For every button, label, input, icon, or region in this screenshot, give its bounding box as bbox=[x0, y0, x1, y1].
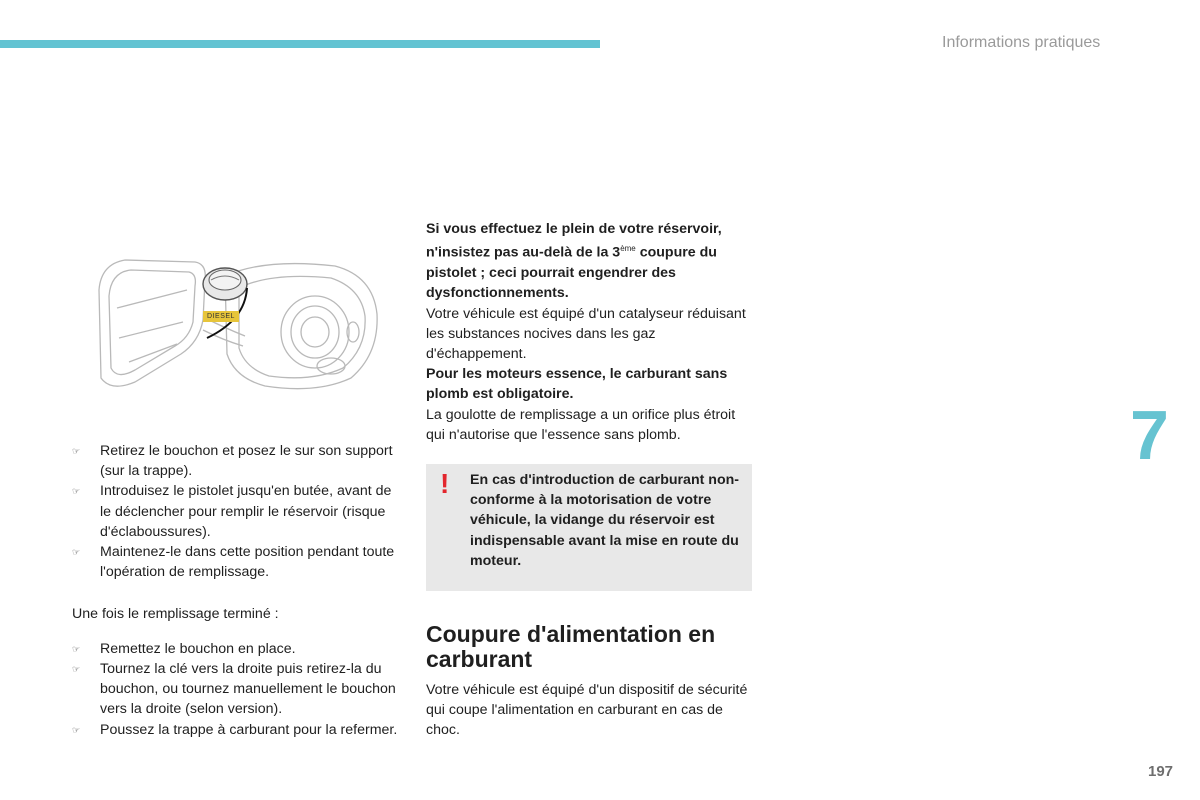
fuel-cutoff-heading: Coupure d'alimentation en carburant bbox=[426, 621, 716, 672]
list-item-text: Remettez le bouchon en place. bbox=[100, 640, 296, 657]
pointing-hand-icon: ☞ bbox=[72, 664, 81, 675]
header-accent-bar bbox=[0, 40, 600, 48]
overfill-warning-text bbox=[426, 219, 756, 304]
bullet-list-refuel bbox=[72, 441, 402, 582]
list-item-text: Retirez le bouchon et posez le sur son support (sur la trappe). bbox=[100, 443, 393, 480]
overfill-warning-part-1: Si vous effectuez le plein de votre réservoir, n'insistez pas au-delà de la 3 bbox=[426, 221, 722, 261]
pointing-hand-icon: ☞ bbox=[72, 486, 81, 497]
misfuel-warning-text: En cas d'introduction de carburant non-conforme à la motorisation de votre véhicule, la vidange du réservoir est indispensable avant la mise en route du moteur. bbox=[470, 472, 740, 569]
misfuel-warning-box bbox=[426, 464, 752, 591]
fuel-notes bbox=[426, 219, 756, 445]
list-item bbox=[72, 639, 402, 659]
list-item bbox=[72, 441, 402, 481]
fuel-cutoff-section bbox=[426, 680, 756, 741]
after-refuel-intro: Une fois le remplissage terminé : bbox=[72, 606, 279, 623]
fuel-cutoff-text: Votre véhicule est équipé d'un dispositif de sécurité qui coupe l'alimentation en carburant en cas de choc. bbox=[426, 682, 748, 739]
list-item bbox=[72, 720, 402, 740]
refuel-instructions bbox=[72, 441, 402, 740]
list-item-text: Poussez la trappe à carburant pour la refermer. bbox=[100, 721, 398, 738]
chapter-number: 7 bbox=[1130, 396, 1169, 474]
pointing-hand-icon: ☞ bbox=[72, 643, 81, 654]
bullet-list-finish bbox=[72, 639, 402, 740]
diesel-label-tag: DIESEL bbox=[203, 311, 239, 322]
list-item bbox=[72, 481, 402, 542]
filler-neck-text: La goulotte de remplissage a un orifice plus étroit qui n'autorise que l'essence sans plomb. bbox=[426, 406, 736, 443]
fuel-flap-illustration bbox=[95, 250, 385, 395]
catalyst-text: Votre véhicule est équipé d'un catalyseur réduisant les substances nocives dans les gaz d'échappement. bbox=[426, 305, 746, 362]
overfill-warning-part-2: coupure du pistolet ; ceci pourrait engendrer des dysfonctionnements. bbox=[426, 244, 717, 302]
page-number: 197 bbox=[1148, 763, 1174, 780]
pointing-hand-icon: ☞ bbox=[72, 446, 81, 456]
list-item bbox=[72, 542, 402, 582]
pointing-hand-icon: ☞ bbox=[72, 547, 81, 558]
list-item-text: Introduisez le pistolet jusqu'en butée, avant de le déclencher pour remplir le réservoir (risque d'éclaboussures). bbox=[100, 483, 392, 540]
section-header: Informations pratiques bbox=[942, 34, 1101, 51]
fuel-cap-icon bbox=[203, 268, 247, 338]
list-item-text: Maintenez-le dans cette position pendant toute l'opération de remplissage. bbox=[100, 544, 395, 581]
ordinal-superscript: ème bbox=[620, 244, 636, 254]
list-item-text: Tournez la clé vers la droite puis retirez-la du bouchon, ou tournez manuellement le bouchon vers la droite (selon version). bbox=[100, 661, 396, 718]
unleaded-required-text: Pour les moteurs essence, le carburant sans plomb est obligatoire. bbox=[426, 366, 728, 403]
exclamation-icon: ! bbox=[440, 468, 450, 499]
list-item bbox=[72, 659, 402, 720]
pointing-hand-icon: ☞ bbox=[72, 724, 81, 735]
